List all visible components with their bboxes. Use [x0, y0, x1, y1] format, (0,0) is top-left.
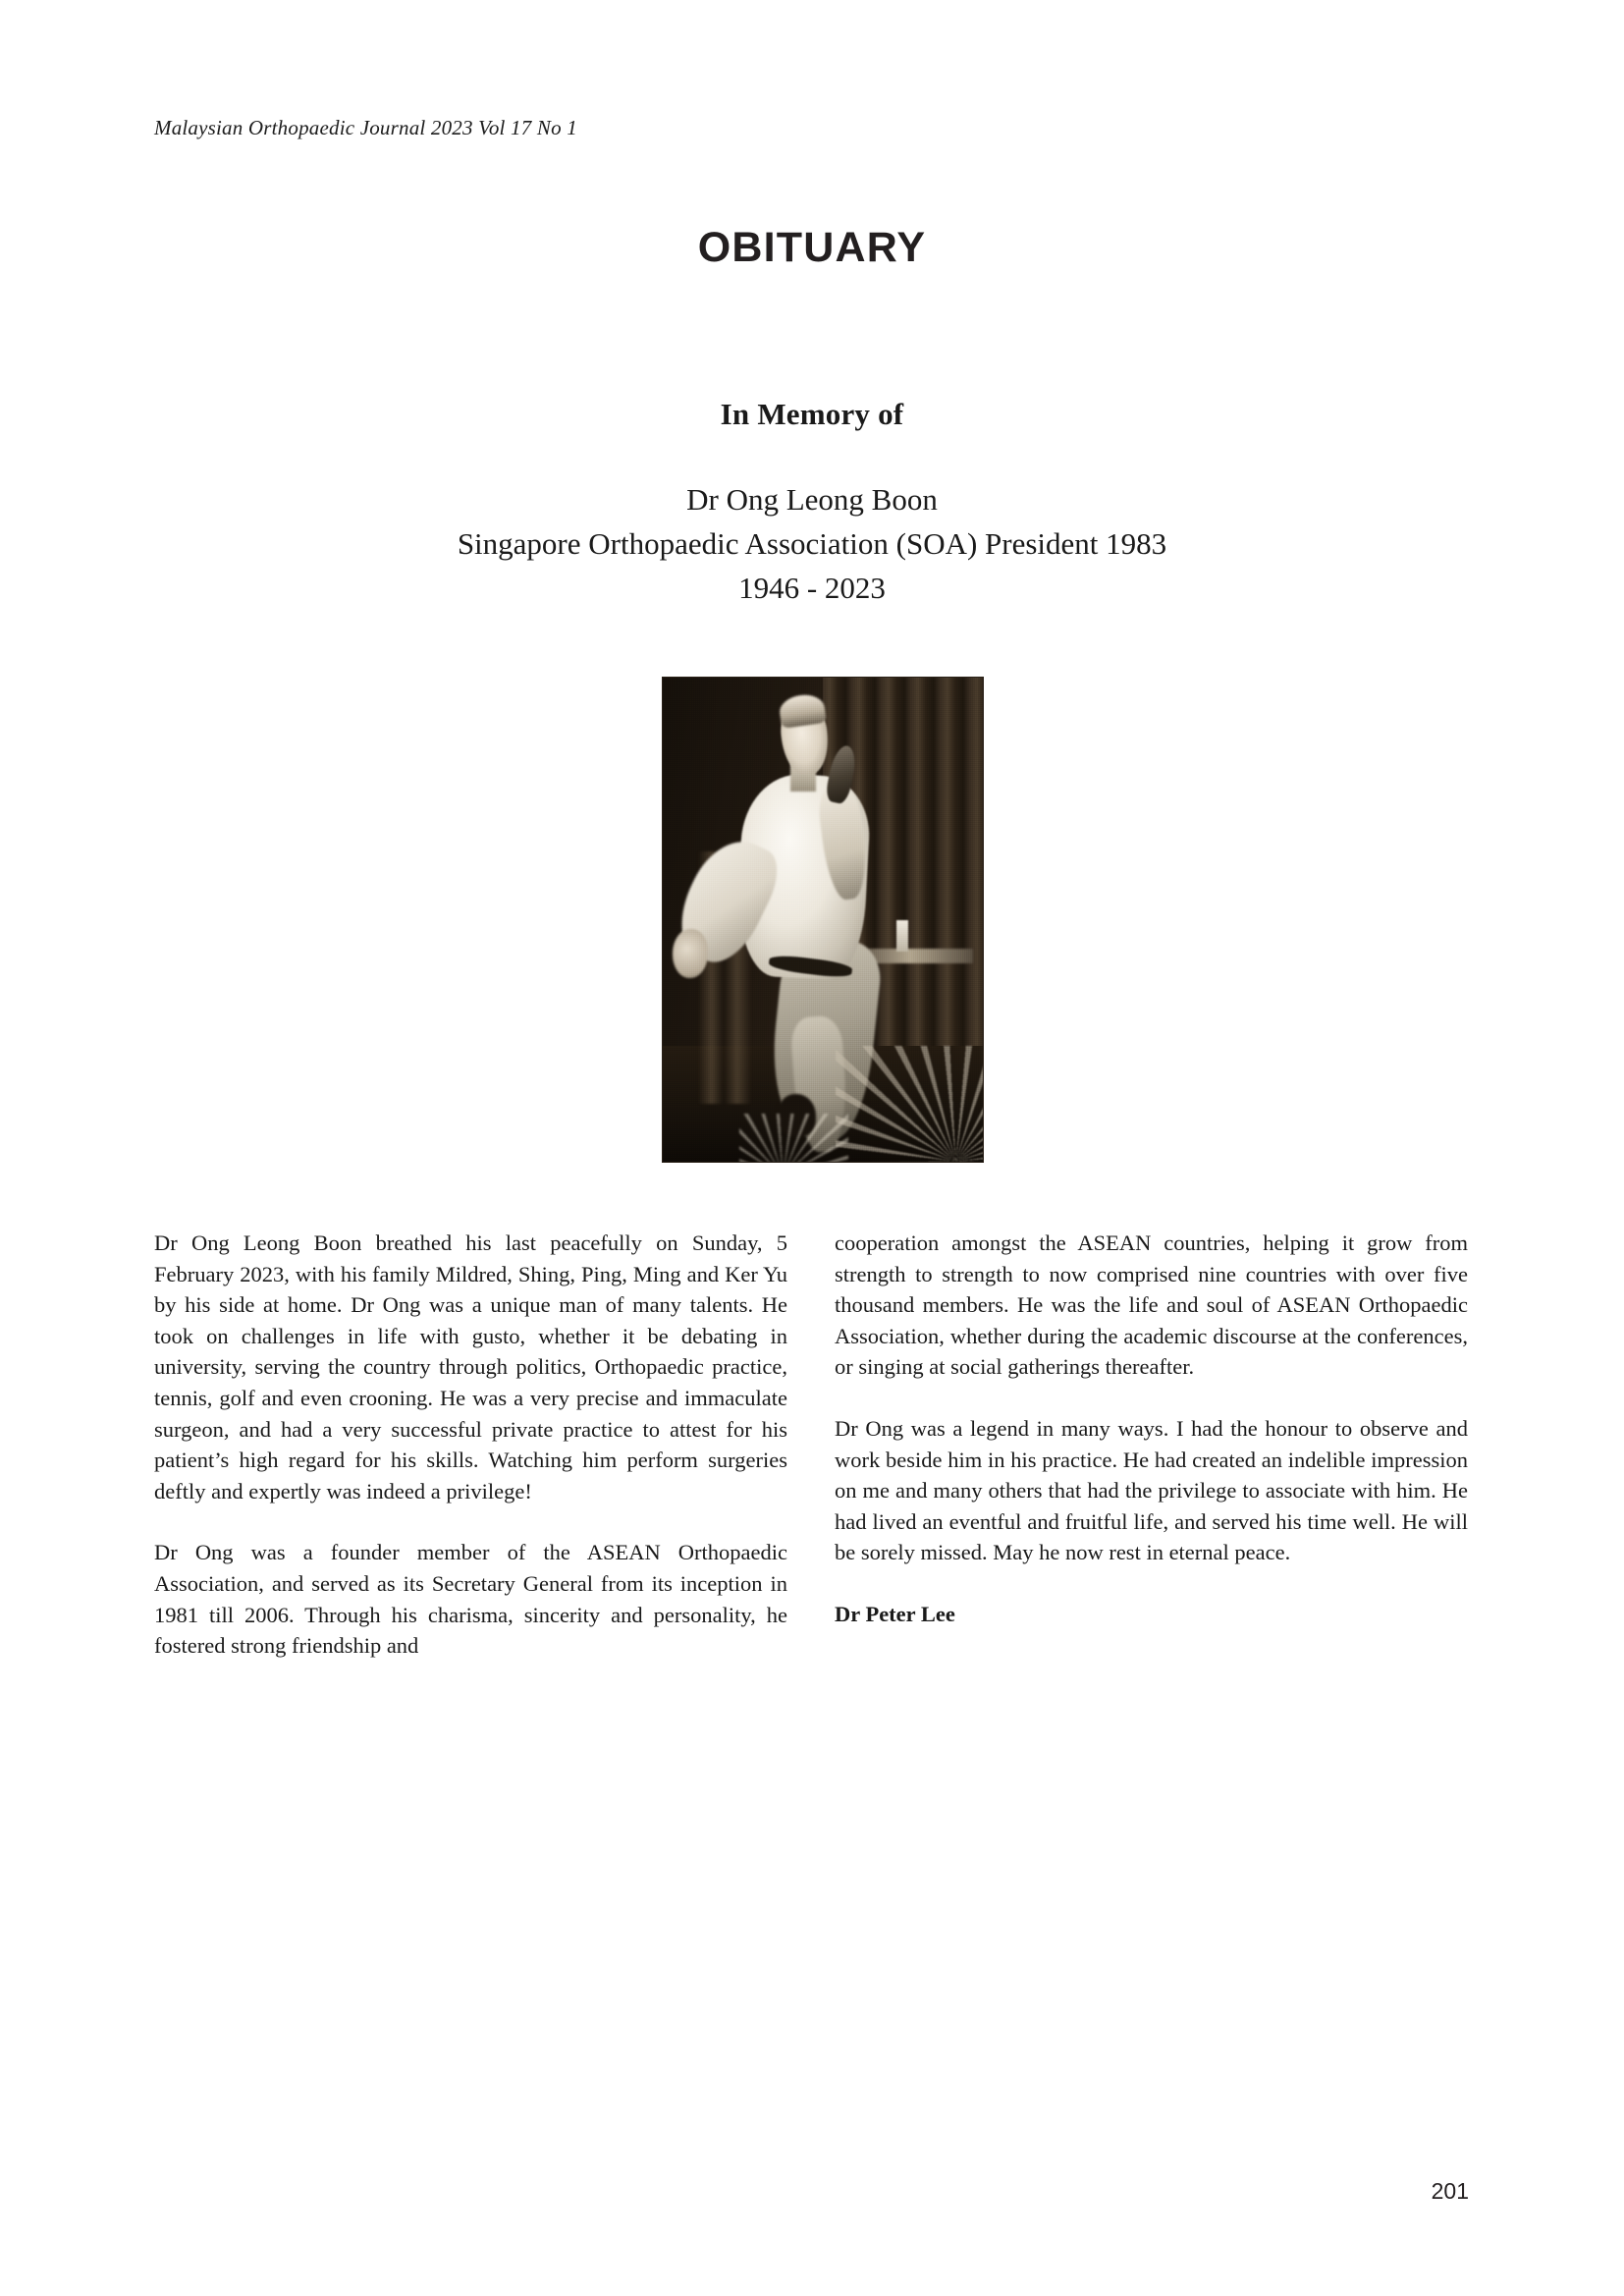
paragraph: Dr Ong was a founder member of the ASEAN Orthopaedic Association, and served as its Secretary General from its inception in 1981 till 2006. Through his charisma, sincerity and personality, he fostered strong friendship and — [154, 1540, 787, 1659]
author-signature: Dr Peter Lee — [835, 1601, 955, 1626]
deceased-name: Dr Ong Leong Boon — [686, 482, 938, 517]
column-left — [154, 1228, 787, 1662]
column-right — [835, 1228, 1468, 1662]
paragraph: Dr Ong Leong Boon breathed his last peacefully on Sunday, 5 February 2023, with his family Mildred, Shing, Ping, Ming and Ker Yu by his side at home. Dr Ong was a unique man of many talents. He took on challenges in life with gusto, whether it be debating in university, serving the country through politics, Orthopaedic practice, tennis, golf and even crooning. He was a very precise and immaculate surgeon, and had a very successful private practice to attest for his patient’s high regard for his skills. Watching him perform surgeries deftly and expertly was indeed a privilege! — [154, 1230, 787, 1503]
photograph-image — [663, 678, 983, 1162]
photo-hand — [673, 929, 708, 977]
paragraph: Dr Ong was a legend in many ways. I had the honour to observe and work beside him in his practice. He had created an indelible impression on me and many others that had the privilege to associate with him. He had lived an eventful and fruitful life, and served his time well. He will be sorely missed. May he now rest in eternal peace. — [835, 1415, 1468, 1565]
page-number: 201 — [1431, 2178, 1469, 2204]
running-head: Malaysian Orthopaedic Journal 2023 Vol 17 No 1 — [154, 116, 577, 139]
photo-foliage-bottom — [739, 1114, 848, 1162]
paragraph: cooperation amongst the ASEAN countries, helping it grow from strength to strength to now comprised nine countries with over five thousand members. He was the life and soul of ASEAN Orthopaedic Association, whether during the academic discourse at the conferences, or singing at social gatherings thereafter. — [835, 1230, 1468, 1380]
memorial-names — [0, 477, 1624, 610]
memorial-block — [0, 397, 1624, 610]
page-title: OBITUARY — [697, 224, 927, 271]
photo-glass — [896, 920, 908, 952]
deceased-dates: 1946 - 2023 — [738, 571, 886, 605]
body-columns — [154, 1228, 1468, 1662]
portrait-photo — [663, 678, 983, 1162]
photo-foliage-right — [836, 1046, 983, 1162]
memorial-lead: In Memory of — [720, 397, 904, 431]
photo-table — [868, 949, 974, 963]
deceased-role: Singapore Orthopaedic Association (SOA) President 1983 — [457, 526, 1167, 561]
